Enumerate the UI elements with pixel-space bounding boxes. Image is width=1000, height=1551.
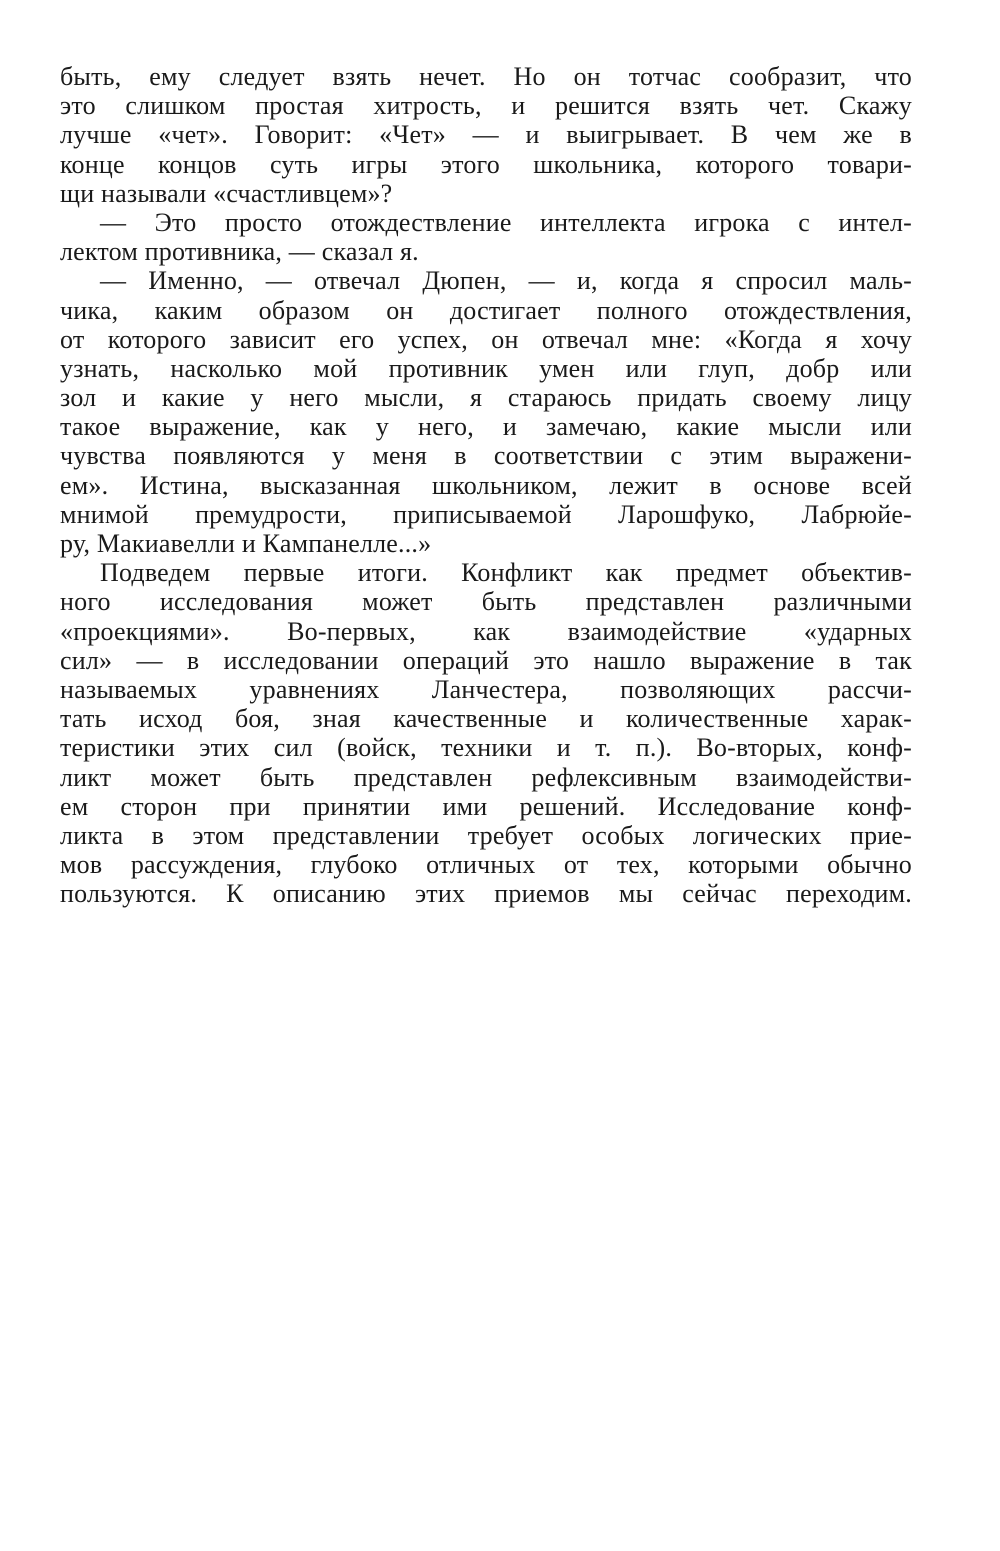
text-line: лучше «чет». Говорит: «Чет» — и выигрывает. В чем же в [60,120,912,150]
paragraph-3 [60,266,912,558]
text-line: это слишком простая хитрость, и решится взять чет. Скажу [60,91,912,121]
text-line: Подведем первые итоги. Конфликт как предмет объектив- [100,558,912,588]
text-line: — Это просто отождествление интеллекта игрока с интел- [100,207,912,237]
book-page-text [60,62,912,908]
text-line: сил» — в исследовании операций это нашло выражение в так [60,645,912,675]
text-line: ру, Макиавелли и Кампанелле...» [60,529,432,558]
text-line: называемых уравнениях Ланчестера, позволяющих рассчи- [60,674,912,704]
text-line: ликт может быть представлен рефлексивным взаимодействи- [60,762,912,792]
text-line: конце концов суть игры этого школьника, которого товари- [60,149,912,179]
paragraph-1 [60,62,912,208]
paragraph-4 [60,558,912,908]
text-line: такое выражение, как у него, и замечаю, какие мысли или [60,412,912,442]
text-line: щи называли «счастливцем»? [60,178,393,208]
text-line: пользуются. К описанию этих приемов мы сейчас переходим. [60,879,912,909]
text-line: ем». Истина, высказанная школьником, лежит в основе всей [60,470,912,500]
text-line: ликта в этом представлении требует особых логических прие- [60,820,912,850]
text-line: мнимой премудрости, приписываемой Ларошфуко, Лабрюйе- [60,499,912,529]
text-line: ного исследования может быть представлен различными [60,587,912,617]
text-line: мов рассуждения, глубоко отличных от тех, которыми обычно [60,850,912,880]
text-line: — Именно, — отвечал Дюпен, — и, когда я спросил маль- [100,266,912,296]
text-line: чика, каким образом он достигает полного отождествления, [60,295,912,325]
text-line: узнать, насколько мой противник умен или глуп, добр или [60,353,912,383]
paragraph-2 [60,208,912,266]
text-line: от которого зависит его успех, он отвечал мне: «Когда я хочу [60,324,912,354]
text-line: ем сторон при принятии ими решений. Исследование конф- [60,791,912,821]
text-line: лектом противника, — сказал я. [60,237,419,267]
text-line: теристики этих сил (войск, техники и т. п.). Во-вторых, конф- [60,733,912,763]
text-line: тать исход боя, зная качественные и количественные харак- [60,704,912,734]
text-line: зол и какие у него мысли, я стараюсь придать своему лицу [60,383,912,413]
text-line: быть, ему следует взять нечет. Но он тотчас сообразит, что [60,62,912,91]
text-line: «проекциями». Во-первых, как взаимодействие «ударных [60,616,912,646]
text-line: чувства появляются у меня в соответствии с этим выражени- [60,441,912,471]
